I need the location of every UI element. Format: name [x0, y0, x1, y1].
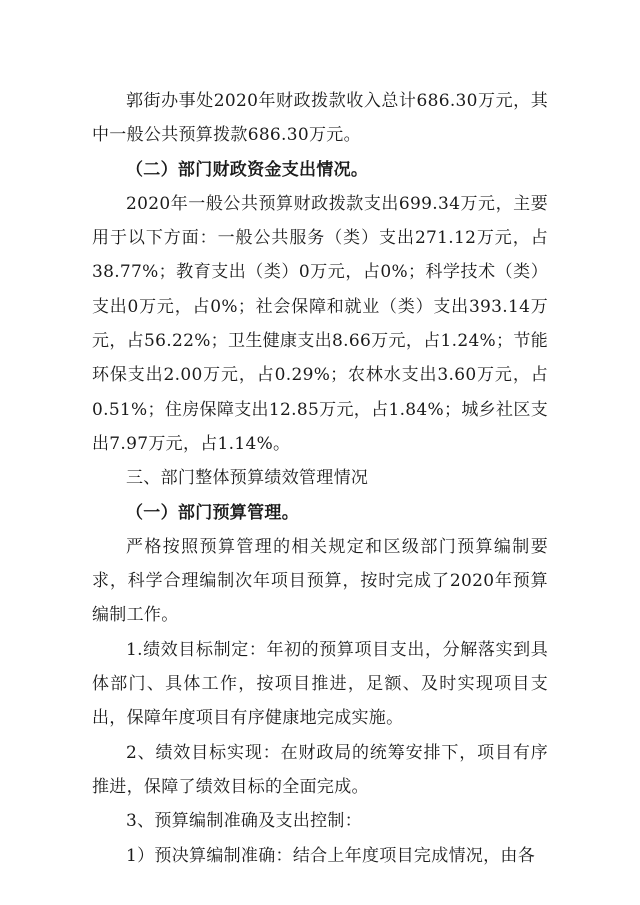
- heading-expenditure: （二）部门财政资金支出情况。: [126, 159, 369, 180]
- paragraph-target-setting: 1.绩效目标制定：年初的预算项目支出，分解落实到具体部门、具体工作，按项目推进，足额、及时实现项目支出，保障年度项目有序健康地完成实施。: [92, 639, 548, 729]
- paragraph-budget-control: 3、预算编制准确及支出控制：: [126, 811, 363, 832]
- paragraph-expenditure-details: 2020年一般公共预算财政拨款支出699.34万元，主要用于以下方面：一般公共服务（类）支出271.12万元，占38.77%；教育支出（类）0万元，占0%；科学技术（类）支出0万元，占0%；社会保障和就业（类）支出393.14万元，占56.22%；卫生健康支出8.66万元，占1.24%；节能环保支出2.00万元，占0.29%；农林水支出3.60万元，占 0.51%；住房保障支出12.85万元，占1.84%；城乡社区支出7.97万元，占1.14%。: [92, 193, 548, 454]
- paragraph-target-achievement: 2、绩效目标实现：在财政局的统筹安排下，项目有序推进，保障了绩效目标的全面完成。: [92, 742, 548, 797]
- heading-performance-management: 三、部门整体预算绩效管理情况: [126, 468, 369, 489]
- paragraph-budget-compilation: 严格按照预算管理的相关规定和区级部门预算编制要求，科学合理编制次年项目预算，按时完成了2020年预算编制工作。: [92, 536, 548, 626]
- heading-budget-management: （一）部门预算管理。: [126, 502, 299, 523]
- paragraph-final-accounts: 1）预决算编制准确：结合上年度项目完成情况，由各: [126, 845, 536, 866]
- paragraph-revenue-summary: 郭街办事处2020年财政拨款收入总计686.30万元，其中一般公共预算拨款686.30万元。: [92, 91, 548, 146]
